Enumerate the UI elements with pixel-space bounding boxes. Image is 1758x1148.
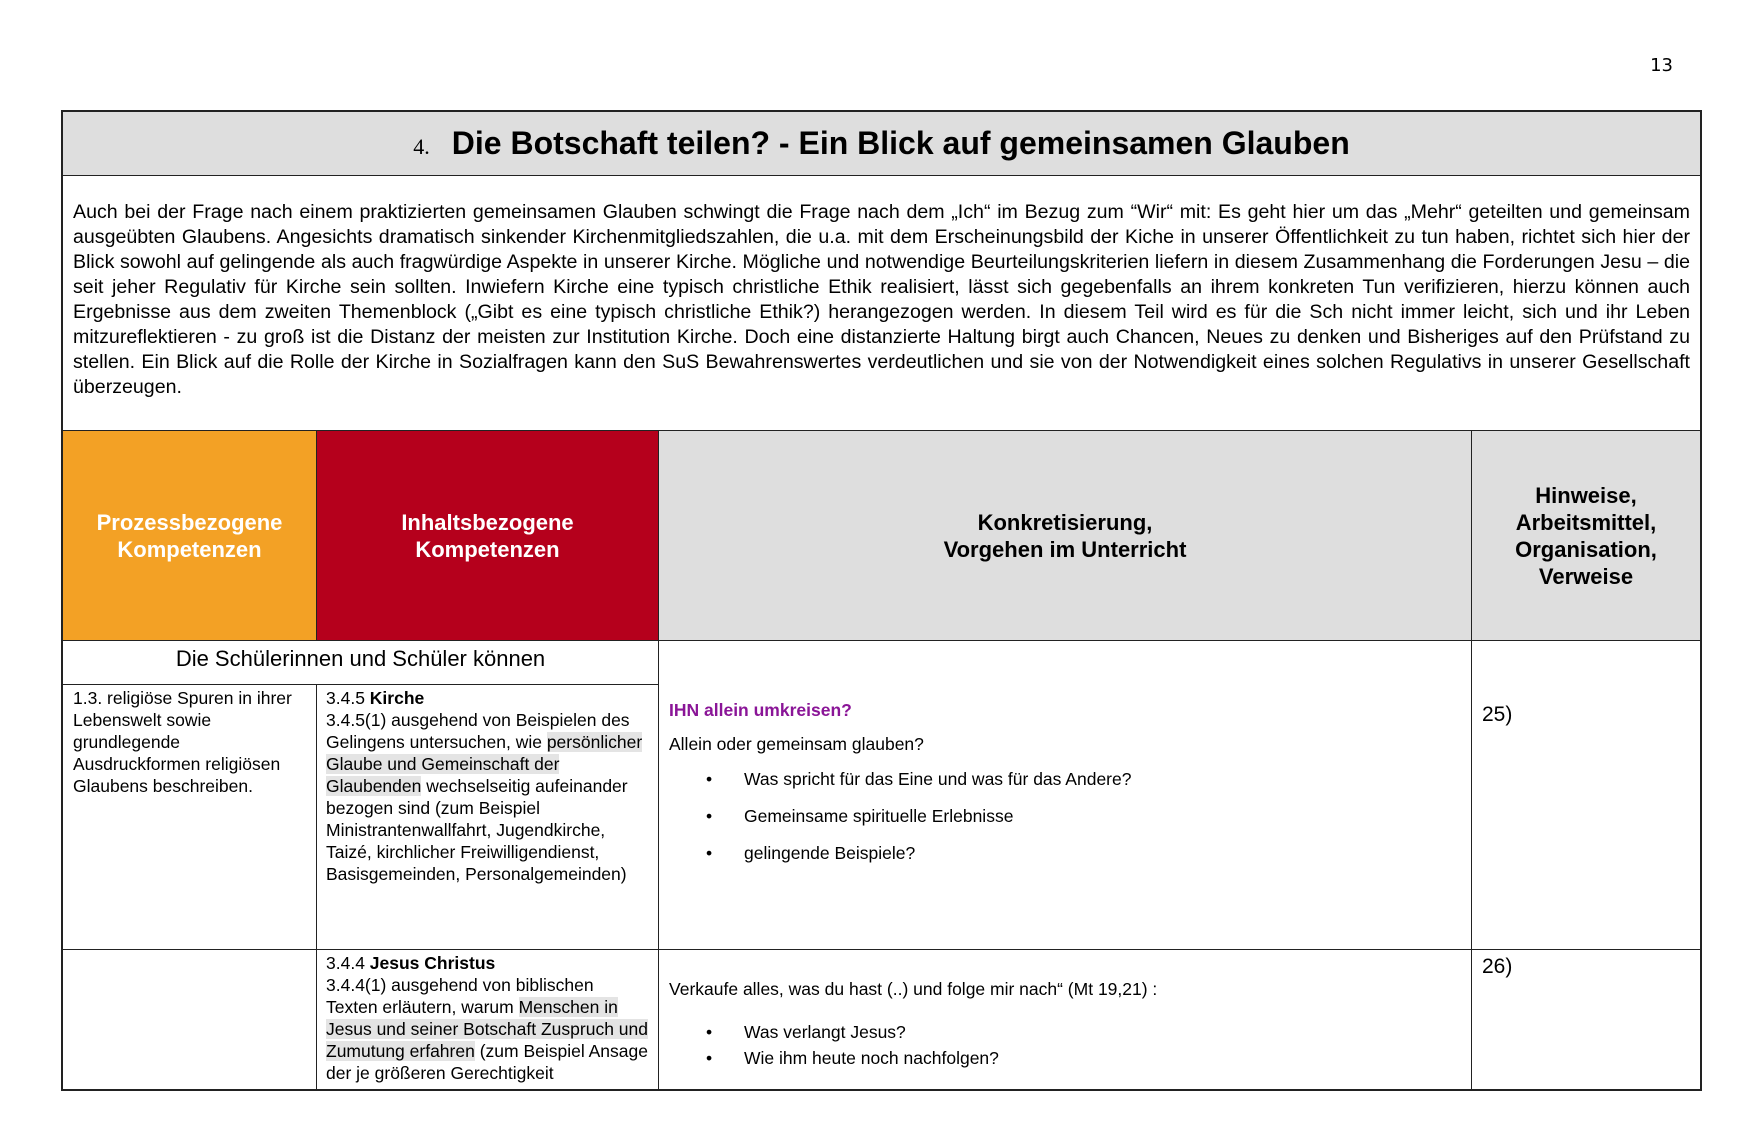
competence-code: 3.4.5	[326, 688, 370, 708]
page-number: 13	[1650, 55, 1673, 76]
header-notes-line4: Verweise	[1538, 563, 1634, 589]
section-title: Die Botschaft teilen? - Ein Blick auf gemeinsamen Glauben	[451, 125, 1350, 161]
header-concretization-line2: Vorgehen im Unterricht	[943, 536, 1187, 562]
list-item: • Was verlangt Jesus?	[669, 1021, 1459, 1043]
column-divider	[658, 641, 659, 1089]
list-item: • Gemeinsame spirituelle Erlebnisse	[669, 805, 1459, 827]
content-competence-cell	[326, 687, 648, 885]
column-divider	[1471, 641, 1472, 1089]
reference-number: 26)	[1482, 955, 1513, 978]
header-process-line2: Kompetenzen	[117, 536, 262, 562]
activity-heading: IHN allein umkreisen?	[669, 700, 852, 720]
bullet-list	[669, 768, 1459, 864]
guiding-question: Allein oder gemeinsam glauben?	[669, 734, 924, 754]
header-notes-line1: Hinweise,	[1535, 482, 1637, 508]
header-process-line1: Prozessbezogene	[96, 509, 283, 535]
intro-paragraph: Auch bei der Frage nach einem praktizierten gemeinsamen Glauben schwingt die Frage nach dem „Ich“ im Bezug zum “Wir“ mit: Es geht hier um das „Mehr“ geteilten und gemeinsam ausgeübten Glaubens. Angesichts dramatisch sinkender Kirchenmitgliedszahlen, die u.a. mit dem Erscheinungsbild der Kiche in unserer Öffentlichkeit zu tun haben, richtet sich hier der Blick sowohl auf gelingende als auch fragwürdige Aspekte in unserer Kirche. Mögliche und notwendige Beurteilungskriterien liefern in diesem Zusammenhang die Forderungen Jesu – die seit jeher Regulativ für Kirche sein sollten. Inwiefern Kirche eine typisch christliche Ethik realisiert, lässt sich gegebenfalls an ihrem konkreten Tun verifizieren, hierzu können auch Ergebnisse aus dem zweiten Themenblock („Gibt es eine typisch christliche Ethik?) herangezogen werden. In diesem Teil wird es für die Sch nicht immer leicht, sich und ihr Leben mitzureflektieren - zu groß ist die Distanz der meisten zur Institution Kirche. Doch eine distanzierte Haltung birgt auch Chancen, Neues zu denken und Bisheriges auf den Prüfstand zu stellen. Ein Blick auf die Rolle der Kirche in Sozialfragen kann den SuS Bewahrenswertes verdeutlichen und sie von der Notwendigkeit eines solchen Regulativs in unserer Gesellschaft überzeugen.	[73, 201, 1690, 398]
section-number: 4.	[413, 133, 430, 159]
competence-text-cont: wechselseitig aufeinander bezogen sind (zum Beispiel Ministrantenwallfahrt, Jugendkirche, Taizé, kirchlicher Freiwilligendienst, Basisgemeinden, Personalgemeinden)	[326, 776, 628, 884]
header-concretization-line1: Konkretisierung,	[977, 509, 1153, 535]
list-item: • Wie ihm heute noch nachfolgen?	[669, 1047, 1459, 1069]
process-competence-cell: 1.3. religiöse Spuren in ihrer Lebenswelt sowie grundlegende Ausdruckformen religiösen Glaubens beschreiben.	[73, 688, 292, 796]
header-notes-line3: Organisation,	[1515, 536, 1657, 562]
curriculum-table	[61, 110, 1702, 1091]
bible-quote: Verkaufe alles, was du hast (..) und folge mir nach“ (Mt 19,21) :	[669, 979, 1158, 999]
section-title-bar	[63, 112, 1700, 176]
header-process-competences	[63, 430, 316, 641]
list-item: • Was spricht für das Eine und was für das Andere?	[669, 768, 1459, 790]
competence-code: 3.4.4	[326, 953, 370, 973]
highlighted-text: persönlicher Glaube und Gemeinschaft der Glaubenden	[326, 732, 643, 796]
competence-text: 3.4.5(1) ausgehend von Beispielen des Gelingens untersuchen, wie	[326, 710, 630, 752]
students-can-label: Die Schülerinnen und Schüler können	[175, 646, 546, 671]
header-content-line1: Inhaltsbezogene	[401, 509, 574, 535]
reference-number: 25)	[1482, 703, 1513, 726]
bullet-list	[669, 1021, 1459, 1069]
header-content-competences	[316, 430, 658, 641]
list-item: • gelingende Beispiele?	[669, 842, 1459, 864]
concretization-cell	[669, 978, 1459, 1069]
row-divider	[63, 684, 658, 685]
header-content-line2: Kompetenzen	[415, 536, 560, 562]
competence-title: Jesus Christus	[369, 953, 496, 973]
concretization-cell	[669, 699, 1459, 864]
competence-title: Kirche	[369, 688, 425, 708]
row-divider	[63, 949, 1700, 950]
content-competence-cell	[326, 952, 648, 1084]
header-concretization	[658, 430, 1471, 641]
column-divider	[316, 684, 317, 1089]
header-notes	[1471, 430, 1700, 641]
competence-text: 3.4.4(1) ausgehend von biblischen Texten erläutern, warum	[326, 975, 594, 1017]
highlighted-text: Menschen in Jesus und seiner Botschaft Zuspruch und Zumutung erfahren	[326, 997, 648, 1061]
header-notes-line2: Arbeitsmittel,	[1515, 509, 1657, 535]
competence-text-cont: (zum Beispiel Ansage der je größeren Gerechtigkeit	[326, 1041, 648, 1083]
